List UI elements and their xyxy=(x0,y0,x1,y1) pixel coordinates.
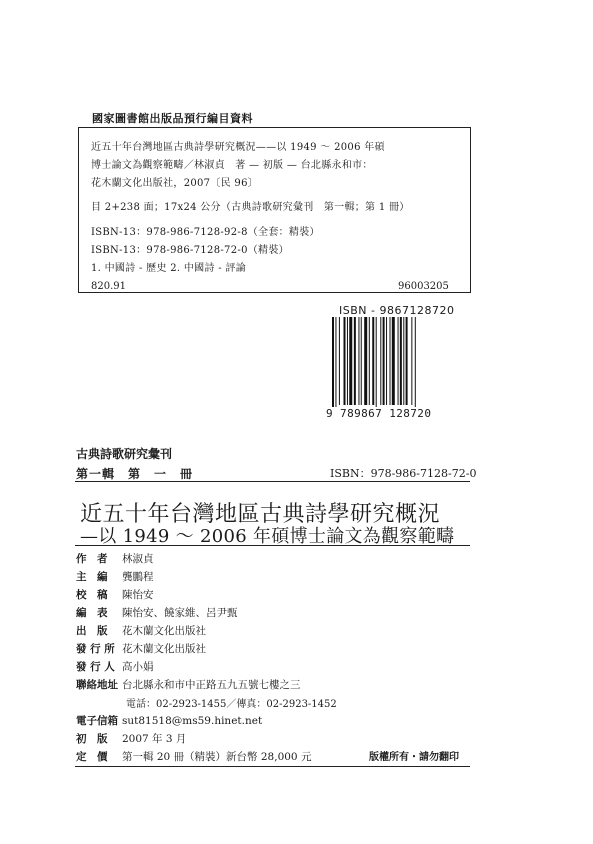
call-number: 820.91 xyxy=(91,281,126,292)
credit-value: 龔鵬程 xyxy=(122,571,154,583)
cip-line: 目 2+238 面；17x24 公分（古典詩歌研究彙刊 第一輯；第 1 冊） xyxy=(91,202,410,213)
barcode-isbn-label: ISBN - 9867128720 xyxy=(339,304,455,317)
credit-label: 電子信箱 xyxy=(76,715,118,727)
credit-value: 花木蘭文化出版社 xyxy=(122,643,206,655)
barcode-bar xyxy=(386,317,387,405)
credit-label: 作 者 xyxy=(76,553,108,565)
divider xyxy=(75,766,470,767)
barcode-bar xyxy=(344,317,346,405)
cip-heading: 國家圖書館出版品預行編目資料 xyxy=(92,112,253,125)
volume-number: 第一輯 第 一 冊 xyxy=(76,467,194,481)
barcode-bar xyxy=(403,317,404,405)
barcode-bar xyxy=(390,317,391,405)
divider xyxy=(75,481,470,482)
credit-label: 定 價 xyxy=(76,751,108,763)
credit-row xyxy=(76,587,154,602)
credit-value: 台北縣永和市中正路五九五號七樓之三 xyxy=(122,679,301,691)
barcode-bar xyxy=(411,317,412,405)
credit-label: 發 行 人 xyxy=(76,661,115,673)
barcode-bar xyxy=(392,317,395,405)
phone-fax: 電話：02-2923-1455／傳真：02-2923-1452 xyxy=(126,699,337,710)
barcode-bar xyxy=(347,317,348,405)
barcode-bar xyxy=(369,317,370,405)
credit-label: 初 版 xyxy=(76,733,108,745)
credit-value: 林淑貞 xyxy=(122,553,154,565)
barcode-bar xyxy=(383,317,385,405)
credit-label: 編 表 xyxy=(76,607,108,619)
record-number: 96003205 xyxy=(398,281,449,292)
credit-label: 出 版 xyxy=(76,625,108,637)
credit-row xyxy=(76,731,186,746)
credit-value: 陳怡安 xyxy=(122,589,154,601)
book-title: 近五十年台灣地區古典詩學研究概況 xyxy=(80,502,441,527)
barcode-bar xyxy=(349,317,352,405)
barcode-bar xyxy=(380,317,381,405)
barcode-bar xyxy=(339,317,340,405)
credit-row xyxy=(76,605,238,620)
barcode-bar xyxy=(400,317,402,405)
rights-notice: 版權所有・請勿翻印 xyxy=(369,752,459,763)
isbn-barcode xyxy=(328,317,458,413)
credit-value: 高小娟 xyxy=(122,661,154,673)
isbn-line: ISBN：978-986-7128-72-0 xyxy=(330,467,477,480)
credit-label: 校 稿 xyxy=(76,589,108,601)
barcode-bar xyxy=(335,317,336,413)
barcode-bar xyxy=(406,317,408,405)
barcode-digits: 9 789867 128720 xyxy=(326,407,432,420)
barcode-bar xyxy=(332,317,334,413)
barcode-bar xyxy=(376,317,377,413)
credit-label: 聯絡地址 xyxy=(76,679,118,691)
credit-value: 陳怡安、饒家維、呂尹甄 xyxy=(122,607,238,619)
series-title: 古典詩歌研究彙刊 xyxy=(76,447,173,461)
credit-value: 花木蘭文化出版社 xyxy=(122,625,206,637)
divider xyxy=(75,545,470,546)
credit-label: 發 行 所 xyxy=(76,643,115,655)
credit-row xyxy=(76,641,206,656)
cip-line: 1. 中國詩 - 歷史 2. 中國詩 - 評論 xyxy=(91,263,246,274)
book-subtitle: —以 1949 ～ 2006 年碩博士論文為觀察範疇 xyxy=(80,526,455,547)
barcode-bar xyxy=(364,317,367,405)
credit-row xyxy=(76,551,154,566)
cip-line: 博士論文為觀察範疇／林淑貞 著 — 初版 — 台北縣永和市： xyxy=(91,160,373,171)
barcode-bar xyxy=(398,317,399,405)
credit-row xyxy=(76,569,154,584)
cip-line: ISBN-13：978-986-7128-92-8（全套：精裝） xyxy=(91,227,320,238)
credit-row xyxy=(76,623,206,638)
credit-value: 第一輯 20 冊（精裝）新台幣 28,000 元 xyxy=(122,751,312,763)
cip-line: 花木蘭文化出版社，2007〔民 96〕 xyxy=(91,178,259,189)
barcode-bar xyxy=(415,317,416,413)
credit-value: 2007 年 3 月 xyxy=(122,733,187,745)
barcode-bar xyxy=(358,317,359,405)
barcode-bar xyxy=(361,317,362,405)
credit-value: sut81518@ms59.hinet.net xyxy=(122,715,263,727)
cip-line: ISBN-13：978-986-7128-72-0（精裝） xyxy=(91,245,289,256)
credit-row xyxy=(76,713,262,728)
barcode-bar xyxy=(354,317,356,405)
cip-line: 近五十年台灣地區古典詩學研究概況——以 1949 ～ 2006 年碩 xyxy=(91,142,385,153)
credit-label: 主 編 xyxy=(76,571,108,583)
credit-row xyxy=(76,749,311,764)
barcode-bar xyxy=(372,317,374,405)
credit-row xyxy=(76,659,154,674)
credit-row xyxy=(76,677,301,692)
